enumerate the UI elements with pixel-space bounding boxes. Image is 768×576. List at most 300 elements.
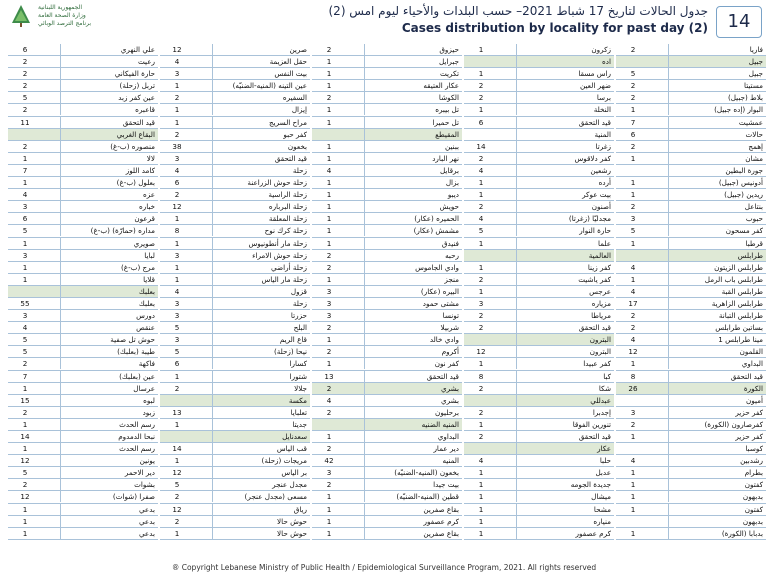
locality-name: زكرون (591, 45, 611, 54)
table-row (312, 407, 462, 419)
table-row (8, 298, 158, 310)
table-row (312, 443, 462, 455)
locality-name: جديدة الجومه (570, 480, 611, 490)
locality-name: بنتاعل (744, 202, 763, 212)
case-count: 1 (630, 528, 636, 538)
table-row (160, 334, 310, 346)
case-count: 6 (22, 214, 28, 224)
locality-name: المنية (594, 129, 611, 139)
case-count: 2 (174, 129, 180, 139)
locality-name: المقيطع (435, 129, 459, 139)
case-count: 3 (174, 69, 180, 79)
case-count: 2 (478, 81, 484, 91)
table-row (160, 213, 310, 225)
locality-name: قيد التحقق (578, 117, 611, 127)
case-count: 13 (172, 407, 182, 417)
locality-name: تونسا (442, 311, 459, 321)
case-count: 2 (174, 516, 180, 526)
table-row (616, 262, 766, 274)
table-column-1 (616, 44, 766, 540)
locality-name: أرده (598, 178, 611, 188)
case-count: 5 (174, 480, 180, 490)
table-row (464, 504, 614, 516)
locality-name: رشدبين (740, 456, 763, 466)
table-row (616, 443, 766, 455)
table-row (616, 225, 766, 237)
locality-name: تكريت (440, 69, 459, 79)
table-row (312, 395, 462, 407)
table-column-5 (8, 44, 158, 540)
title-arabic: جدول الحالات لتاريخ 17 شباط 2021– حسب البلدات والأحياء ليوم امس (2) (328, 4, 708, 18)
locality-name: عكار العتيقه (423, 81, 459, 91)
table-row (160, 189, 310, 201)
locality-name: قيد التحقق (426, 371, 459, 381)
locality-name: شربيلا (440, 323, 459, 333)
table-row (616, 250, 766, 262)
case-count: 4 (174, 165, 180, 175)
case-count: 4 (478, 214, 484, 224)
case-count: 4 (630, 456, 636, 466)
table-row (160, 419, 310, 431)
locality-name: زحلة كرك نوح (264, 226, 307, 236)
locality-name: قيد التحقق (730, 371, 763, 381)
locality-name: العالمية (588, 250, 611, 260)
page-header (0, 0, 768, 40)
case-count: 14 (172, 444, 182, 454)
case-count: 1 (478, 105, 484, 115)
case-count: 2 (22, 407, 28, 417)
locality-name: السفيره (282, 93, 307, 103)
case-count: 1 (326, 238, 332, 248)
case-count: 2 (478, 383, 484, 393)
table-row (616, 104, 766, 116)
locality-name: مشحا (593, 504, 611, 514)
case-count: 7 (22, 371, 28, 381)
case-count: 1 (22, 383, 28, 393)
case-count: 3 (174, 298, 180, 308)
case-count: 2 (326, 93, 332, 103)
table-row (464, 238, 614, 250)
case-count: 3 (174, 335, 180, 345)
table-row (312, 68, 462, 80)
case-count: 1 (326, 516, 332, 526)
locality-name: بيت جيدا (433, 480, 459, 490)
table-row (464, 528, 614, 540)
locality-name: النخلة (593, 105, 611, 115)
locality-name: أصنون (591, 202, 611, 212)
locality-name: دورس (136, 311, 155, 321)
case-count: 1 (22, 528, 28, 538)
table-row (464, 371, 614, 383)
case-count: 12 (172, 45, 182, 54)
locality-name: طيبة (بعلبك) (117, 347, 155, 357)
table-row (464, 250, 614, 262)
case-count: 12 (476, 347, 486, 357)
case-count: 2 (326, 407, 332, 417)
case-count: 1 (174, 419, 180, 429)
case-count: 1 (630, 468, 636, 478)
case-count: 1 (478, 480, 484, 490)
case-count: 2 (326, 323, 332, 333)
case-count: 1 (478, 468, 484, 478)
case-count: 1 (478, 359, 484, 369)
locality-name: زحلة مار الياس (261, 274, 307, 284)
case-count: 15 (20, 395, 30, 405)
case-count: 2 (630, 93, 636, 103)
locality-name: اده (602, 57, 611, 67)
locality-name: حارة النوار (579, 226, 611, 236)
locality-name: كفر عبيدا (583, 359, 611, 369)
case-count: 2 (326, 383, 332, 393)
case-count: 1 (326, 69, 332, 79)
case-count: 2 (22, 480, 28, 490)
table-row (8, 201, 158, 213)
case-count: 14 (476, 141, 486, 151)
locality-name: البقاع الغربي (116, 129, 155, 139)
locality-name: زحلة الراسية (268, 190, 307, 200)
case-count: 1 (326, 190, 332, 200)
case-count: 1 (630, 105, 636, 115)
table-row (616, 431, 766, 443)
case-count: 1 (174, 105, 180, 115)
locality-name: يونين (139, 456, 155, 466)
table-row (8, 383, 158, 395)
table-row (464, 479, 614, 491)
table-row (8, 455, 158, 467)
locality-name: كفرصارون (الكورة) (704, 419, 763, 429)
table-row (616, 92, 766, 104)
locality-name: إجدبرا (592, 407, 611, 417)
table-row (616, 455, 766, 467)
table-row (312, 153, 462, 165)
table-row (464, 56, 614, 68)
locality-name: زحلة مار أنطونيوس (248, 238, 307, 248)
locality-name: دير الاحمر (124, 468, 155, 478)
case-count: 2 (478, 323, 484, 333)
case-count: 2 (326, 444, 332, 454)
locality-name: زغرتا (595, 141, 611, 151)
locality-name: بيت عوكر (582, 190, 611, 200)
case-count: 3 (174, 153, 180, 163)
case-count: 1 (22, 504, 28, 514)
case-count: 26 (628, 383, 638, 393)
locality-name: قيد التحقق (122, 117, 155, 127)
case-count: 6 (174, 359, 180, 369)
table-row (616, 467, 766, 479)
table-row (464, 165, 614, 177)
table-row (616, 334, 766, 346)
locality-name: بعلبك (138, 286, 155, 296)
case-count: 2 (22, 359, 28, 369)
table-row (312, 455, 462, 467)
table-row (8, 177, 158, 189)
case-count: 12 (172, 504, 182, 514)
locality-name: أكروم (441, 347, 459, 357)
locality-name: قيد التحقق (578, 432, 611, 441)
case-count: 2 (22, 105, 28, 115)
locality-name: طرابلس التبانة (718, 311, 763, 321)
locality-name: قاع الريم (279, 335, 307, 345)
table-row (160, 250, 310, 262)
locality-name: نهر البارد (432, 153, 459, 163)
locality-name: بدعي (138, 504, 155, 514)
locality-name: أدونيس (جبيل) (718, 178, 763, 188)
case-count: 3 (22, 311, 28, 321)
locality-name: ميشال (591, 492, 611, 502)
locality-name: جورة البطين (725, 165, 763, 175)
case-count: 1 (478, 238, 484, 248)
case-count: 2 (22, 81, 28, 91)
table-row (616, 383, 766, 395)
table-row (312, 431, 462, 443)
case-count: 2 (630, 202, 636, 212)
locality-name: بعلبك (138, 298, 155, 308)
locality-name: حوش حالا (277, 516, 307, 526)
case-count: 4 (478, 456, 484, 466)
table-row (616, 165, 766, 177)
table-row (616, 44, 766, 56)
table-row (8, 491, 158, 503)
locality-name: بدعي (138, 528, 155, 538)
table-row (160, 201, 310, 213)
locality-name: بشري (440, 395, 459, 405)
table-row (616, 516, 766, 528)
case-count: 1 (326, 178, 332, 188)
org-line-2: وزارة الصحة العامة (38, 12, 86, 19)
table-row (8, 189, 158, 201)
locality-name: ريدين (جبيل) (724, 190, 763, 200)
case-count: 1 (478, 419, 484, 429)
table-row (160, 56, 310, 68)
locality-name: حزرتا (290, 311, 307, 321)
table-row (8, 419, 158, 431)
case-count: 2 (478, 432, 484, 441)
case-count: 1 (22, 274, 28, 284)
table-row (464, 334, 614, 346)
case-count: 2 (22, 69, 28, 79)
table-row (464, 153, 614, 165)
case-count: 1 (326, 117, 332, 127)
locality-name: فاريا (749, 45, 763, 54)
table-row (616, 80, 766, 92)
locality-name: علما (597, 238, 611, 248)
case-count: 3 (22, 202, 28, 212)
table-row (8, 225, 158, 237)
locality-name: قرطبا (745, 238, 763, 248)
case-count: 1 (174, 214, 180, 224)
locality-name: عين التينه (المنيه-الضنيّه) (232, 81, 307, 91)
table-row (464, 141, 614, 153)
locality-name: كفر نون (434, 359, 459, 369)
case-count: 4 (174, 57, 180, 67)
locality-name: تل بيبره (435, 105, 459, 115)
locality-name: حويش (439, 202, 459, 212)
case-count: 2 (326, 262, 332, 272)
locality-name: تل حميرا (432, 117, 459, 127)
locality-name: مداره (حمارّة) (ب-غ) (90, 226, 155, 236)
case-count: 5 (174, 323, 180, 333)
case-count: 2 (478, 407, 484, 417)
table-row (8, 467, 158, 479)
locality-name: كفر ياشيت (578, 274, 611, 284)
locality-name: رياق (293, 504, 307, 514)
case-count: 1 (478, 492, 484, 502)
table-row (8, 92, 158, 104)
locality-name: بلاط (جبيل) (727, 93, 763, 103)
case-count: 2 (630, 419, 636, 429)
table-row (312, 491, 462, 503)
locality-name: ضهر العين (580, 81, 611, 91)
locality-name: البترون (589, 335, 611, 345)
table-row (464, 80, 614, 92)
locality-name: عين كفر زبد (118, 93, 155, 103)
case-count: 4 (326, 165, 332, 175)
table-row (160, 491, 310, 503)
table-row (312, 528, 462, 540)
table-row (464, 395, 614, 407)
table-row (616, 419, 766, 431)
locality-name: البوار (إده جبيل) (714, 105, 763, 115)
table-row (312, 201, 462, 213)
table-row (160, 165, 310, 177)
case-count: 3 (22, 250, 28, 260)
case-count: 1 (174, 117, 180, 127)
table-row (312, 322, 462, 334)
table-row (464, 262, 614, 274)
locality-name: عزه (142, 190, 155, 200)
case-count: 2 (22, 141, 28, 151)
table-row (8, 274, 158, 286)
table-row (464, 491, 614, 503)
table-row (312, 371, 462, 383)
table-row (8, 479, 158, 491)
table-row (464, 383, 614, 395)
case-count: 2 (326, 45, 332, 54)
locality-name: كفر حبو (283, 129, 307, 139)
case-count: 1 (326, 492, 332, 502)
table-row (464, 346, 614, 358)
table-row (8, 250, 158, 262)
locality-name: ديبو (447, 190, 459, 200)
case-count: 5 (22, 335, 28, 345)
case-count: 1 (326, 226, 332, 236)
case-count: 1 (478, 69, 484, 79)
locality-name: المنيه (442, 456, 459, 466)
table-row (464, 298, 614, 310)
case-count: 1 (174, 371, 180, 381)
table-row (312, 80, 462, 92)
case-count: 7 (630, 117, 636, 127)
case-count: 3 (326, 286, 332, 296)
table-row (8, 238, 158, 250)
locality-name: قرعون (134, 214, 155, 224)
table-row (8, 213, 158, 225)
table-row (464, 213, 614, 225)
locality-name: جبرايل (438, 57, 459, 67)
case-count: 1 (326, 359, 332, 369)
locality-name: علي النهري (120, 45, 155, 54)
table-row (312, 504, 462, 516)
case-count: 1 (478, 45, 484, 54)
case-count: 1 (174, 81, 180, 91)
case-count: 12 (20, 456, 30, 466)
table-row (8, 322, 158, 334)
locality-name: رسم الحدث (119, 444, 155, 454)
table-row (464, 455, 614, 467)
table-row (160, 129, 310, 141)
locality-name: نبحا الدمدوم (118, 432, 155, 441)
locality-name: مجدل عنجر (272, 480, 307, 490)
locality-name: طرابلس الزيتون (714, 262, 763, 272)
table-row (160, 177, 310, 189)
locality-name: جبيل (748, 69, 763, 79)
table-row (616, 479, 766, 491)
table-row (464, 104, 614, 116)
locality-name: رسم الحدث (119, 419, 155, 429)
case-count: 2 (630, 81, 636, 91)
table-row (160, 298, 310, 310)
table-row (160, 383, 310, 395)
locality-name: منياره (593, 516, 611, 526)
case-count: 14 (20, 432, 30, 441)
table-row (160, 516, 310, 528)
table-row (312, 129, 462, 141)
locality-name: بدبابا (الكورة) (721, 528, 763, 538)
locality-name: جديتا (292, 419, 307, 429)
case-count: 1 (326, 528, 332, 538)
locality-name: عين (بعلبك) (119, 371, 155, 381)
table-column-3 (312, 44, 462, 540)
case-count: 1 (174, 262, 180, 272)
table-row (160, 286, 310, 298)
case-count: 1 (174, 238, 180, 248)
case-count: 2 (174, 492, 180, 502)
locality-name: فنيدق (441, 238, 459, 248)
case-count: 2 (630, 45, 636, 54)
locality-name: راس مسقا (578, 69, 611, 79)
locality-name: مراح السريج (269, 117, 307, 127)
locality-name: زحلة البرباره (268, 202, 307, 212)
locality-name: كرم عصفور (423, 516, 459, 526)
case-count: 2 (326, 250, 332, 260)
table-row (464, 310, 614, 322)
ministry-logo (8, 3, 108, 33)
locality-name: طرابلس الزاهرية (711, 298, 763, 308)
table-row (8, 443, 158, 455)
table-row (464, 443, 614, 455)
table-row (312, 44, 462, 56)
case-count: 38 (172, 141, 182, 151)
locality-name: عنقص (136, 323, 155, 333)
case-count: 1 (326, 432, 332, 441)
locality-name: مكسة (288, 395, 307, 405)
ministry-name (38, 4, 91, 28)
locality-name: كفر زينا (587, 262, 611, 272)
locality-name: بطرام (744, 468, 763, 478)
locality-name: مشمش (عكار) (413, 226, 459, 236)
case-count: 1 (22, 238, 28, 248)
table-row (8, 44, 158, 56)
table-row (464, 286, 614, 298)
locality-name: زحلة أراضي (271, 262, 307, 272)
table-row (616, 213, 766, 225)
table-row (160, 528, 310, 540)
case-count: 17 (628, 298, 638, 308)
locality-name: عمشيت (738, 117, 763, 127)
case-count: 1 (630, 432, 636, 441)
table-row (616, 322, 766, 334)
case-count: 4 (630, 286, 636, 296)
